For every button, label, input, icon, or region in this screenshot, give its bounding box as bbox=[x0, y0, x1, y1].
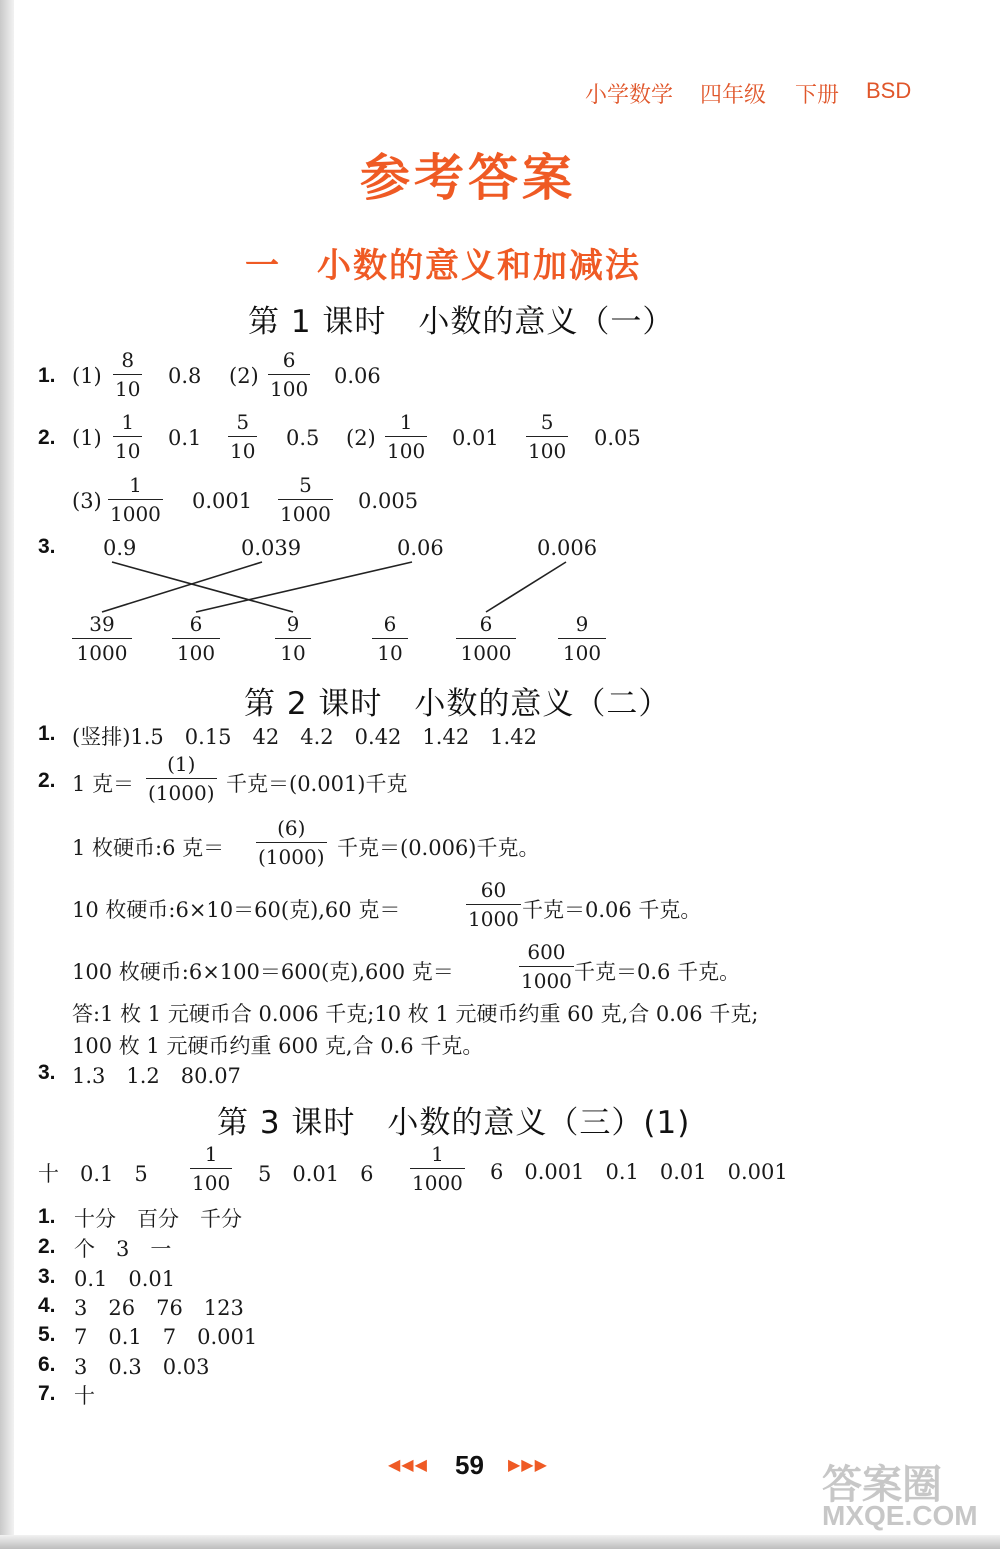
equation-left: 100 枚硬币:6×100＝600(克),600 克＝ bbox=[72, 960, 454, 984]
part-label: (3) bbox=[72, 489, 102, 513]
unit-title: 一 小数的意义和加减法 bbox=[245, 246, 641, 286]
question-number: 3. bbox=[38, 1061, 56, 1084]
question-number: 3. bbox=[38, 1265, 56, 1288]
fraction: 1 10 bbox=[115, 410, 141, 463]
header-grade: 四年级 bbox=[700, 83, 767, 108]
equation-right: 千克＝(0.006)千克。 bbox=[337, 836, 540, 860]
intro-text: 十 0.1 5 bbox=[38, 1162, 148, 1186]
equation-left: 10 枚硬币:6×10＝60(克),60 克＝ bbox=[72, 898, 401, 922]
question-number: 2. bbox=[38, 1235, 56, 1258]
fraction: 5 1000 bbox=[280, 473, 331, 526]
watermark-logo: 答案圈 bbox=[822, 1462, 942, 1508]
match-line bbox=[486, 562, 566, 612]
answer-text: 3 26 76 123 bbox=[74, 1296, 244, 1320]
match-line bbox=[112, 562, 293, 612]
answer-value: 0.1 bbox=[168, 426, 202, 450]
match-bottom-fraction: 6 1000 bbox=[456, 610, 516, 667]
fraction: 1 1000 bbox=[412, 1142, 463, 1195]
answer-value: 0.8 bbox=[168, 364, 202, 388]
answer-text: 7 0.1 7 0.001 bbox=[74, 1325, 258, 1349]
question-number: 1. bbox=[38, 1205, 56, 1228]
equation-right: 千克＝0.06 千克。 bbox=[522, 898, 702, 922]
answer-text: 十分 百分 千分 bbox=[74, 1207, 242, 1231]
question-number: 3. bbox=[38, 535, 56, 558]
fraction: (6) (1000) bbox=[258, 816, 325, 869]
page-arrows-right: ▶▶▶ bbox=[508, 1455, 548, 1474]
question-number: 1. bbox=[38, 364, 56, 387]
answer-value: 0.001 bbox=[192, 489, 253, 513]
fraction: 1 100 bbox=[192, 1142, 231, 1195]
match-top-item: 0.06 bbox=[397, 536, 444, 560]
answer-text: 个 3 一 bbox=[74, 1237, 172, 1261]
answer-line: 100 枚 1 元硬币约重 600 克,合 0.6 千克。 bbox=[72, 1034, 484, 1058]
question-number: 2. bbox=[38, 426, 56, 449]
match-top-item: 0.039 bbox=[241, 536, 302, 560]
question-number: 6. bbox=[38, 1353, 56, 1376]
match-bottom-fraction: 6 10 bbox=[372, 610, 408, 667]
header-subject: 小学数学 bbox=[585, 83, 674, 108]
answer-text: 1.3 1.2 80.07 bbox=[72, 1064, 241, 1088]
page-number: 59 bbox=[455, 1450, 484, 1480]
answer-line: 答:1 枚 1 元硬币合 0.006 千克;10 枚 1 元硬币约重 60 克,合 0.06 千克; bbox=[72, 1002, 759, 1026]
matching-lines bbox=[0, 0, 1000, 700]
header-edition: BSD bbox=[866, 78, 912, 103]
watermark-site: MXQE.COM bbox=[822, 1500, 978, 1531]
answer-text: 3 0.3 0.03 bbox=[74, 1355, 210, 1379]
answer-value: 0.01 bbox=[452, 426, 499, 450]
equation-left: 1 克＝ bbox=[72, 772, 135, 796]
part-label: (1) bbox=[72, 426, 102, 450]
match-bottom-fraction: 6 100 bbox=[172, 610, 220, 667]
question-number: 2. bbox=[38, 769, 56, 792]
answer-text: 0.1 0.01 bbox=[74, 1267, 176, 1291]
answer-value: 0.5 bbox=[286, 426, 320, 450]
fraction: 600 1000 bbox=[521, 940, 572, 993]
answer-value: 0.05 bbox=[594, 426, 641, 450]
answer-text: 十 bbox=[74, 1384, 95, 1408]
lesson1-title: 第 1 课时 小数的意义（一） bbox=[248, 304, 675, 340]
fraction: 1 1000 bbox=[110, 473, 161, 526]
question-number: 5. bbox=[38, 1323, 56, 1346]
fraction: 8 10 bbox=[115, 348, 141, 401]
question-number: 1. bbox=[38, 722, 56, 745]
lesson3-title: 第 3 课时 小数的意义（三）(1) bbox=[217, 1105, 691, 1141]
fraction: 5 10 bbox=[230, 410, 256, 463]
fraction: (1) (1000) bbox=[148, 752, 215, 805]
lesson2-title: 第 2 课时 小数的意义（二） bbox=[244, 686, 671, 722]
match-line bbox=[196, 562, 412, 612]
page-title: 参考答案 bbox=[360, 149, 576, 207]
answer-value: 0.06 bbox=[334, 364, 381, 388]
match-top-item: 0.006 bbox=[537, 536, 598, 560]
fraction: 60 1000 bbox=[468, 878, 519, 931]
page-arrows-left: ◀◀◀ bbox=[388, 1455, 428, 1474]
fraction: 1 100 bbox=[387, 410, 426, 463]
fraction: 5 100 bbox=[528, 410, 567, 463]
match-line bbox=[102, 562, 262, 612]
fraction: 6 100 bbox=[270, 348, 309, 401]
part-label: (2) bbox=[229, 364, 259, 388]
equation-right: 千克＝(0.001)千克 bbox=[226, 772, 408, 796]
match-bottom-fraction: 9 10 bbox=[275, 610, 311, 667]
header-volume: 下册 bbox=[795, 83, 840, 108]
part-label: (1) bbox=[72, 364, 102, 388]
intro-text: 5 0.01 6 bbox=[258, 1162, 374, 1186]
question-number: 4. bbox=[38, 1294, 56, 1317]
match-bottom-fraction: 9 100 bbox=[558, 610, 606, 667]
answer-text: (竖排)1.5 0.15 42 4.2 0.42 1.42 1.42 bbox=[72, 725, 537, 749]
part-label: (2) bbox=[346, 426, 376, 450]
intro-text: 6 0.001 0.1 0.01 0.001 bbox=[490, 1160, 788, 1184]
question-number: 7. bbox=[38, 1382, 56, 1405]
page-shadow-bottom bbox=[0, 1535, 1000, 1549]
answer-value: 0.005 bbox=[358, 489, 419, 513]
equation-right: 千克＝0.6 千克。 bbox=[574, 960, 741, 984]
equation-left: 1 枚硬币:6 克＝ bbox=[72, 836, 225, 860]
match-top-item: 0.9 bbox=[103, 536, 137, 560]
match-bottom-fraction: 39 1000 bbox=[72, 610, 132, 667]
